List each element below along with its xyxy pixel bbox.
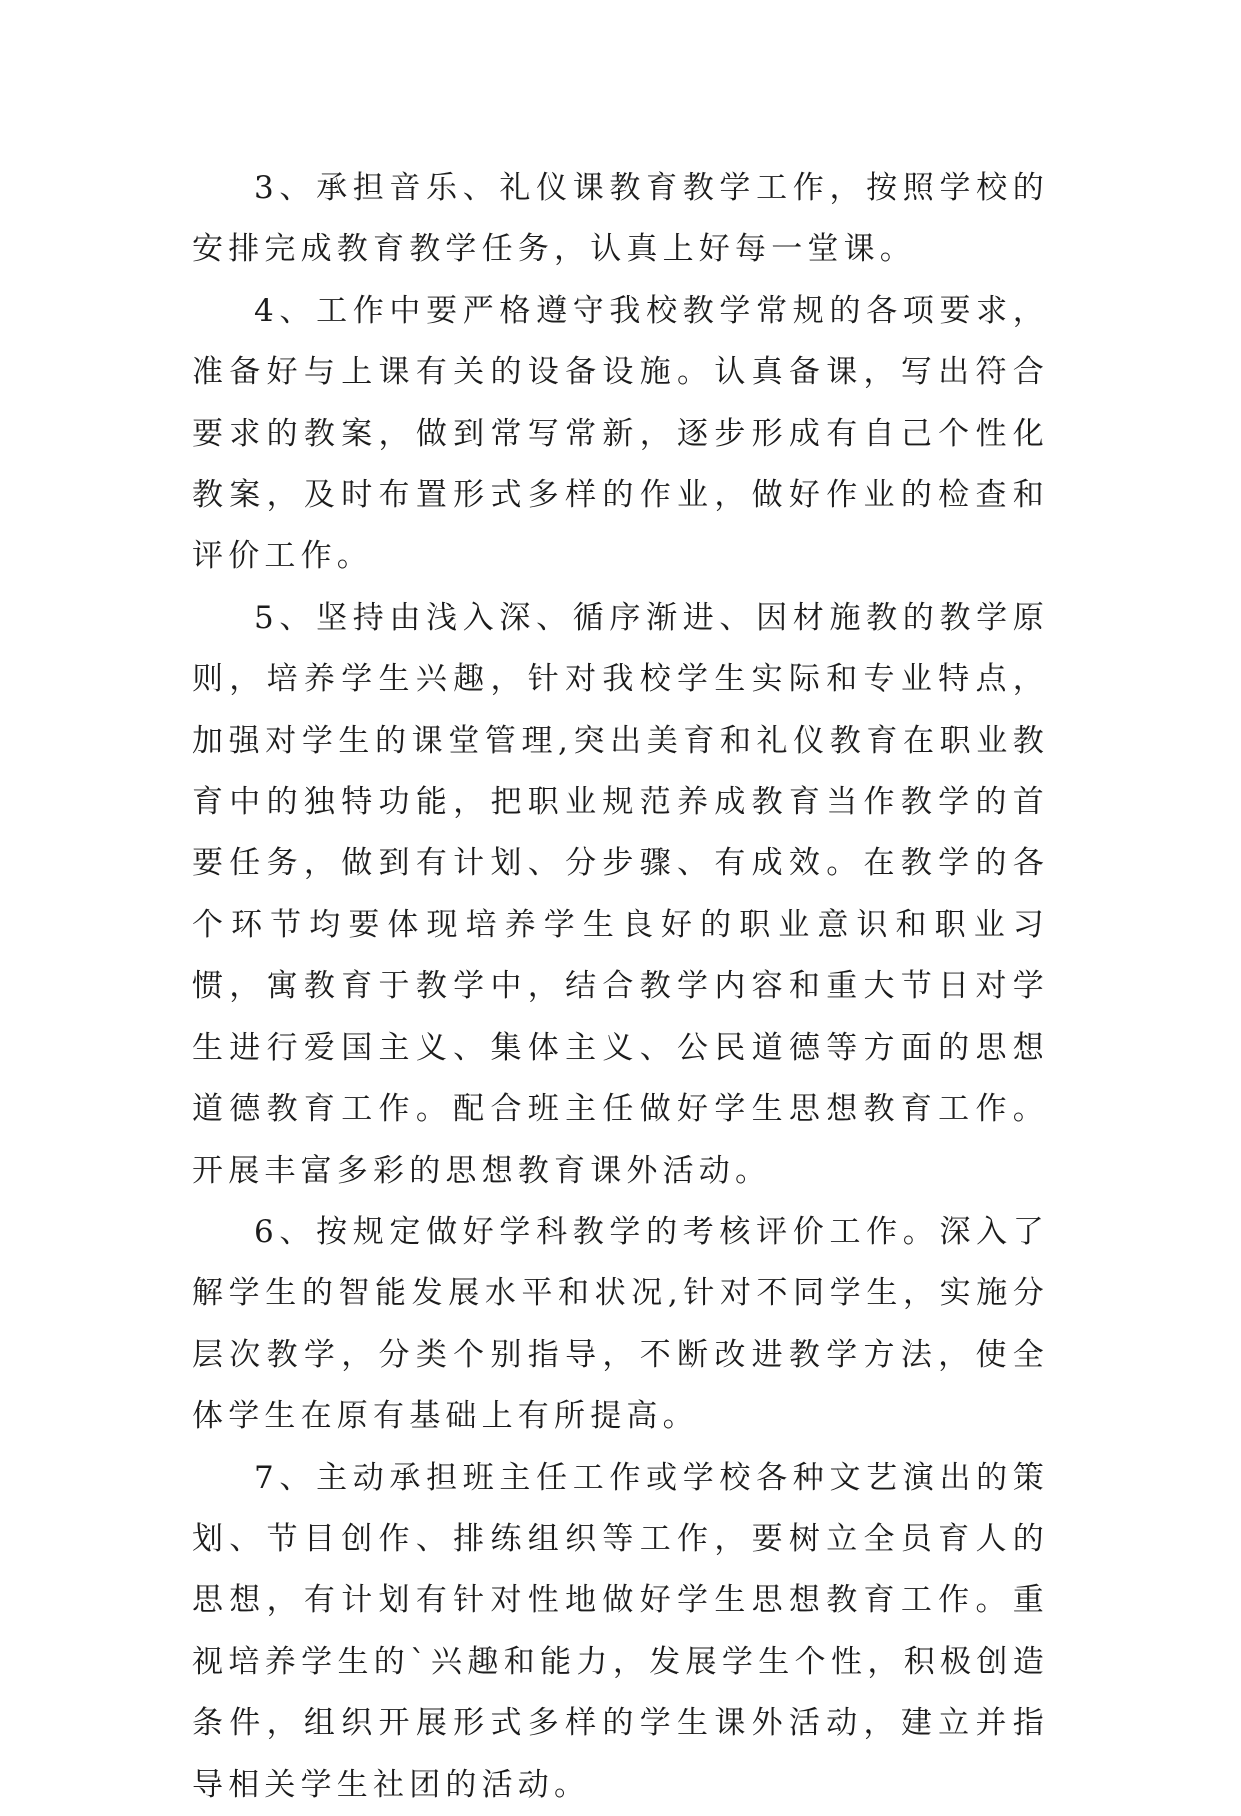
paragraph-item-3: 3、承担音乐、礼仪课教育教学工作，按照学校的安排完成教育教学任务，认真上好每一堂课。 (192, 170, 1049, 268)
document-body (192, 158, 1049, 1816)
paragraph-item-5: 5、坚持由浅入深、循序渐进、因材施教的教学原则，培养学生兴趣，针对我校学生实际和专业特点，加强对学生的课堂管理,突出美育和礼仪教育在职业教育中的独特功能，把职业规范养成教育当作教学的首要任务，做到有计划、分步骤、有成效。在教学的各个环节均要体现培养学生良好的职业意识和职业习惯，寓教育于教学中，结合教学内容和重大节日对学生进行爱国主义、集体主义、公民道德等方面的思想道德教育工作。配合班主任做好学生思想教育工作。开展丰富多彩的思想教育课外活动。 (192, 599, 1049, 1189)
paragraph-item-7: 7、主动承担班主任工作或学校各种文艺演出的策划、节目创作、排练组织等工作，要树立全员育人的思想，有计划有针对性地做好学生思想教育工作。重视培养学生的`兴趣和能力，发展学生个性，积极创造条件，组织开展形式多样的学生课外活动，建立并指导相关学生社团的活动。 (192, 1459, 1049, 1803)
paragraph-item-4: 4、工作中要严格遵守我校教学常规的各项要求，准备好与上课有关的设备设施。认真备课，写出符合要求的教案，做到常写常新，逐步形成有自己个性化教案，及时布置形式多样的作业，做好作业的检查和评价工作。 (192, 292, 1049, 575)
paragraph-item-6: 6、按规定做好学科教学的考核评价工作。深入了解学生的智能发展水平和状况,针对不同学生，实施分层次教学，分类个别指导，不断改进教学方法，使全体学生在原有基础上有所提高。 (192, 1213, 1049, 1435)
